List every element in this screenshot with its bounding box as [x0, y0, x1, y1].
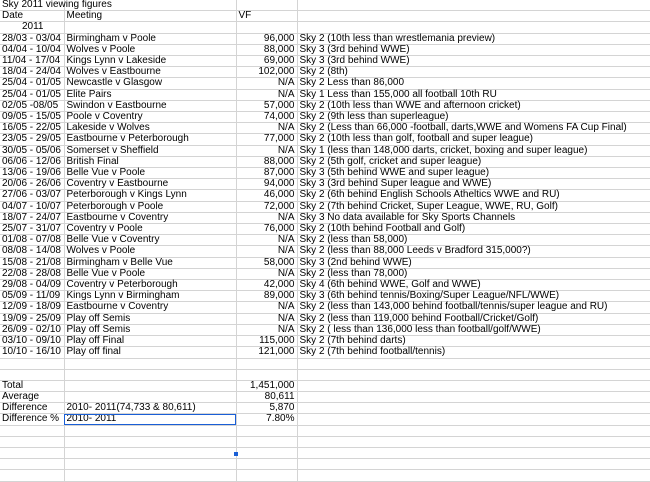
- cell-d[interactable]: [297, 22, 650, 33]
- cell-c[interactable]: 80,611: [236, 392, 297, 403]
- cell-b[interactable]: Wolves v Eastbourne: [64, 67, 236, 78]
- cell-c[interactable]: 74,000: [236, 112, 297, 123]
- cell-a[interactable]: 23/05 - 29/05: [0, 134, 64, 145]
- cell-a[interactable]: [0, 358, 64, 369]
- cell-b[interactable]: Wolves v Poole: [64, 44, 236, 55]
- cell-d[interactable]: Sky 2 (7th behind Cricket, Super League, WWE, RU, Golf): [297, 201, 650, 212]
- cell-a[interactable]: Date: [0, 11, 64, 22]
- sheet-row: [0, 403, 650, 414]
- sheet-row: [0, 380, 650, 391]
- cell-c[interactable]: [236, 459, 297, 470]
- cell-b[interactable]: Play off Semis: [64, 313, 236, 324]
- cell-b[interactable]: Play off Final: [64, 336, 236, 347]
- cell-b[interactable]: Birmingham v Belle Vue: [64, 257, 236, 268]
- cell-a[interactable]: 20/06 - 26/06: [0, 179, 64, 190]
- cell-a[interactable]: [0, 425, 64, 436]
- cell-c[interactable]: 89,000: [236, 291, 297, 302]
- sheet-row: [0, 11, 650, 22]
- sheet-row: [0, 235, 650, 246]
- cell-b[interactable]: Eastbourne v Peterborough: [64, 134, 236, 145]
- cell-d[interactable]: [297, 414, 650, 425]
- cell-d[interactable]: Sky 2 (less than 88,000 Leeds v Bradford 315,000?): [297, 246, 650, 257]
- cell-c[interactable]: N/A: [236, 89, 297, 100]
- cell-a[interactable]: 05/09 - 11/09: [0, 291, 64, 302]
- cell-b[interactable]: Swindon v Eastbourne: [64, 100, 236, 111]
- cell-b[interactable]: [64, 448, 236, 459]
- sheet-row: [0, 212, 650, 223]
- cell-d[interactable]: Sky 2 (6th behind English Schools Atheltics WWE and RU): [297, 190, 650, 201]
- cell-d[interactable]: Sky 2 (less than 58,000): [297, 235, 650, 246]
- cell-c[interactable]: [236, 470, 297, 481]
- cell-c[interactable]: N/A: [236, 235, 297, 246]
- cell-b[interactable]: 2010- 2011: [64, 414, 236, 425]
- sheet-row: [0, 100, 650, 111]
- sheet-row: [0, 324, 650, 335]
- cell-a[interactable]: 2011: [0, 22, 64, 33]
- cell-a[interactable]: 15/08 - 21/08: [0, 257, 64, 268]
- cell-d[interactable]: Sky 3 (2nd behind WWE): [297, 257, 650, 268]
- sheet-row: [0, 156, 650, 167]
- cell-c[interactable]: 72,000: [236, 201, 297, 212]
- cell-c[interactable]: [236, 358, 297, 369]
- cell-d[interactable]: [297, 470, 650, 481]
- cell-a[interactable]: 29/08 - 04/09: [0, 280, 64, 291]
- cell-d[interactable]: Sky 2 (8th): [297, 67, 650, 78]
- cell-b[interactable]: Play off Semis: [64, 324, 236, 335]
- sheet-row: [0, 246, 650, 257]
- sheet-row: [0, 347, 650, 358]
- cell-b[interactable]: Peterborough v Poole: [64, 201, 236, 212]
- cell-d[interactable]: Sky 4 (6th behind WWE, Golf and WWE): [297, 280, 650, 291]
- sheet-row: [0, 425, 650, 436]
- cell-c[interactable]: N/A: [236, 123, 297, 134]
- cell-d[interactable]: Sky 2 (Less than 66,000 -football, darts,WWE and Womens FA Cup Final): [297, 123, 650, 134]
- cell-d[interactable]: Sky 2 (less than 143,000 behind football/tennis/super league and RU): [297, 302, 650, 313]
- cell-d[interactable]: [297, 380, 650, 391]
- sheet-row: [0, 190, 650, 201]
- cell-b[interactable]: Kings Lynn v Birmingham: [64, 291, 236, 302]
- sheet-row: [0, 179, 650, 190]
- cell-d[interactable]: Sky 2 (9th less than superleague): [297, 112, 650, 123]
- sheet-row: [0, 257, 650, 268]
- sheet-row: [0, 134, 650, 145]
- cell-d[interactable]: Sky 3 No data available for Sky Sports Channels: [297, 212, 650, 223]
- cell-b[interactable]: [64, 369, 236, 380]
- sheet-row: [0, 56, 650, 67]
- cell-a[interactable]: 10/10 - 16/10: [0, 347, 64, 358]
- cell-d[interactable]: Sky 2 (less than 119,000 behind Football/Cricket/Golf): [297, 313, 650, 324]
- cell-c[interactable]: 1,451,000: [236, 380, 297, 391]
- cell-c[interactable]: 76,000: [236, 224, 297, 235]
- cell-a[interactable]: 03/10 - 09/10: [0, 336, 64, 347]
- sheet-row: [0, 89, 650, 100]
- cell-c[interactable]: 94,000: [236, 179, 297, 190]
- cell-a[interactable]: 04/07 - 10/07: [0, 201, 64, 212]
- cell-d[interactable]: [297, 0, 650, 11]
- cell-d[interactable]: [297, 425, 650, 436]
- cell-a[interactable]: 18/04 - 24/04: [0, 67, 64, 78]
- cell-b[interactable]: Birmingham v Poole: [64, 33, 236, 44]
- cell-c[interactable]: [236, 436, 297, 447]
- cell-d[interactable]: Sky 3 (3rd behind WWE): [297, 56, 650, 67]
- cell-b[interactable]: Kings Lynn v Lakeside: [64, 56, 236, 67]
- cell-a[interactable]: 25/07 - 31/07: [0, 224, 64, 235]
- cell-d[interactable]: [297, 436, 650, 447]
- sheet-row: [0, 268, 650, 279]
- cell-b[interactable]: Elite Pairs: [64, 89, 236, 100]
- cell-c[interactable]: 96,000: [236, 33, 297, 44]
- cell-c[interactable]: [236, 369, 297, 380]
- cell-a[interactable]: 28/03 - 03/04: [0, 33, 64, 44]
- fill-handle[interactable]: [234, 452, 238, 456]
- sheet-row: [0, 470, 650, 481]
- cell-c[interactable]: 115,000: [236, 336, 297, 347]
- cell-a[interactable]: [0, 448, 64, 459]
- cell-d[interactable]: Sky 2 (less than 78,000): [297, 268, 650, 279]
- cell-b[interactable]: Belle Vue v Poole: [64, 268, 236, 279]
- cell-b[interactable]: Peterborough v Kings Lynn: [64, 190, 236, 201]
- sheet-row: [0, 414, 650, 425]
- sheet-row: [0, 33, 650, 44]
- cell-a[interactable]: 26/09 - 02/10: [0, 324, 64, 335]
- cell-c[interactable]: N/A: [236, 246, 297, 257]
- cell-a[interactable]: 09/05 - 15/05: [0, 112, 64, 123]
- cell-d[interactable]: [297, 358, 650, 369]
- cell-a[interactable]: [0, 436, 64, 447]
- sheet-row: [0, 0, 650, 11]
- cell-b[interactable]: British Final: [64, 156, 236, 167]
- cell-d[interactable]: [297, 392, 650, 403]
- cell-a[interactable]: 16/05 - 22/05: [0, 123, 64, 134]
- cell-b[interactable]: Play off final: [64, 347, 236, 358]
- sheet-row: [0, 392, 650, 403]
- cell-c[interactable]: [236, 22, 297, 33]
- cell-c[interactable]: 102,000: [236, 67, 297, 78]
- cell-a[interactable]: Sky 2011 viewing figures: [2, 0, 112, 10]
- cell-b[interactable]: [64, 425, 236, 436]
- cell-d[interactable]: Sky 3 (5th behind WWE and super league): [297, 168, 650, 179]
- cell-d[interactable]: [297, 448, 650, 459]
- sheet-row: [0, 291, 650, 302]
- cell-d[interactable]: [297, 403, 650, 414]
- cell-b[interactable]: [64, 392, 236, 403]
- cell-b[interactable]: Poole v Coventry: [64, 112, 236, 123]
- cell-a[interactable]: Difference: [0, 403, 64, 414]
- cell-a[interactable]: 11/04 - 17/04: [0, 56, 64, 67]
- sheet-row: [0, 201, 650, 212]
- cell-c[interactable]: N/A: [236, 313, 297, 324]
- cell-d[interactable]: Sky 3 (6th behind tennis/Boxing/Super League/NFL/WWE): [297, 291, 650, 302]
- cell-a[interactable]: [0, 470, 64, 481]
- cell-d[interactable]: Sky 2 (5th golf, cricket and super league): [297, 156, 650, 167]
- cell-c[interactable]: [236, 448, 297, 459]
- cell-c[interactable]: 121,000: [236, 347, 297, 358]
- cell-c[interactable]: N/A: [236, 324, 297, 335]
- cell-a[interactable]: 25/04 - 01/05: [0, 78, 64, 89]
- cell-c[interactable]: N/A: [236, 78, 297, 89]
- sheet-row: [0, 22, 650, 33]
- cell-b[interactable]: Coventry v Eastbourne: [64, 179, 236, 190]
- cell-a[interactable]: 12/09 - 18/09: [0, 302, 64, 313]
- cell-c[interactable]: 5,870: [236, 403, 297, 414]
- cell-a[interactable]: [0, 369, 64, 380]
- cell-b[interactable]: 2010- 2011(74,733 & 80,611): [64, 403, 236, 414]
- cell-d[interactable]: Sky 2 ( less than 136,000 less than football/golf/WWE): [297, 324, 650, 335]
- cell-b[interactable]: [64, 380, 236, 391]
- cell-b[interactable]: Belle Vue v Poole: [64, 168, 236, 179]
- cell-c[interactable]: 7.80%: [236, 414, 297, 425]
- sheet-row: [0, 67, 650, 78]
- cell-b[interactable]: Belle Vue v Coventry: [64, 235, 236, 246]
- cell-c[interactable]: 46,000: [236, 190, 297, 201]
- sheet-row: [0, 78, 650, 89]
- sheet-row: [0, 112, 650, 123]
- cell-c[interactable]: 77,000: [236, 134, 297, 145]
- cell-b[interactable]: Wolves v Poole: [64, 246, 236, 257]
- cell-a[interactable]: Total: [0, 380, 64, 391]
- cell-a[interactable]: [0, 459, 64, 470]
- cell-a[interactable]: Difference %: [0, 414, 64, 425]
- cell-b[interactable]: [64, 22, 236, 33]
- cell-d[interactable]: Sky 1 (less than 148,000 darts, cricket, boxing and super league): [297, 145, 650, 156]
- cell-b[interactable]: Coventry v Peterborough: [64, 280, 236, 291]
- cell-d[interactable]: Sky 3 (3rd behind Super league and WWE): [297, 179, 650, 190]
- cell-b[interactable]: Lakeside v Wolves: [64, 123, 236, 134]
- cell-d[interactable]: [297, 459, 650, 470]
- cell-c[interactable]: 88,000: [236, 44, 297, 55]
- cell-c[interactable]: N/A: [236, 212, 297, 223]
- cell-a[interactable]: 30/05 - 05/06: [0, 145, 64, 156]
- sheet-row: [0, 302, 650, 313]
- sheet-row: [0, 448, 650, 459]
- sheet-row: [0, 224, 650, 235]
- cell-a[interactable]: 01/08 - 07/08: [0, 235, 64, 246]
- sheet-row: [0, 123, 650, 134]
- sheet-row: [0, 436, 650, 447]
- cell-d[interactable]: Sky 2 (10th less than golf, football and super league): [297, 134, 650, 145]
- cell-c[interactable]: N/A: [236, 145, 297, 156]
- sheet-row: [0, 280, 650, 291]
- sheet-row: [0, 358, 650, 369]
- sheet-row: [0, 336, 650, 347]
- cell-a[interactable]: 08/08 - 14/08: [0, 246, 64, 257]
- cell-d[interactable]: Sky 2 (7th behind darts): [297, 336, 650, 347]
- sheet-row: [0, 44, 650, 55]
- cell-a[interactable]: 25/04 - 01/05: [0, 89, 64, 100]
- cell-d[interactable]: Sky 2 (10th less than wrestlemania preview): [297, 33, 650, 44]
- sheet-row: [0, 168, 650, 179]
- cell-d[interactable]: Sky 3 (3rd behind WWE): [297, 44, 650, 55]
- cell-b[interactable]: Newcastle v Glasgow: [64, 78, 236, 89]
- cell-b[interactable]: [64, 459, 236, 470]
- cell-a[interactable]: 19/09 - 25/09: [0, 313, 64, 324]
- cell-d[interactable]: Sky 2 (10th behind Football and Golf): [297, 224, 650, 235]
- cell-d[interactable]: Sky 1 Less than 155,000 all football 10th RU: [297, 89, 650, 100]
- cell-c[interactable]: 42,000: [236, 280, 297, 291]
- cell-b[interactable]: Coventry v Poole: [64, 224, 236, 235]
- cell-c[interactable]: N/A: [236, 268, 297, 279]
- sheet-row: [0, 313, 650, 324]
- cell-c[interactable]: N/A: [236, 302, 297, 313]
- cell-d[interactable]: [297, 11, 650, 22]
- cell-d[interactable]: Sky 2 (10th less than WWE and afternoon cricket): [297, 100, 650, 111]
- cell-d[interactable]: Sky 2 Less than 86,000: [297, 78, 650, 89]
- cell-b[interactable]: Eastbourne v Coventry: [64, 212, 236, 223]
- cell-b[interactable]: [64, 470, 236, 481]
- cell-d[interactable]: [297, 369, 650, 380]
- cell-b[interactable]: [64, 358, 236, 369]
- cell-a[interactable]: 22/08 - 28/08: [0, 268, 64, 279]
- cell-a[interactable]: 18/07 - 24/07: [0, 212, 64, 223]
- sheet-row: [0, 145, 650, 156]
- sheet-row: [0, 459, 650, 470]
- sheet-row: [0, 369, 650, 380]
- cell-d[interactable]: Sky 2 (7th behind football/tennis): [297, 347, 650, 358]
- cell-c[interactable]: VF: [236, 11, 297, 22]
- cell-c[interactable]: [236, 425, 297, 436]
- cell-a[interactable]: 06/06 - 12/06: [0, 156, 64, 167]
- cell-a[interactable]: 02/05 -08/05: [0, 100, 64, 111]
- cell-b[interactable]: Meeting: [64, 11, 236, 22]
- cell-a[interactable]: 04/04 - 10/04: [0, 44, 64, 55]
- cell-b[interactable]: [64, 436, 236, 447]
- cell-c[interactable]: 88,000: [236, 156, 297, 167]
- cell-c[interactable]: 58,000: [236, 257, 297, 268]
- cell-a[interactable]: Average: [0, 392, 64, 403]
- cell-a[interactable]: 13/06 - 19/06: [0, 168, 64, 179]
- cell-c[interactable]: 69,000: [236, 56, 297, 67]
- cell-c[interactable]: 87,000: [236, 168, 297, 179]
- cell-c[interactable]: [236, 0, 297, 11]
- cell-a[interactable]: 27/06 - 03/07: [0, 190, 64, 201]
- cell-b[interactable]: Somerset v Sheffield: [64, 145, 236, 156]
- cell-b[interactable]: Eastbourne v Coventry: [64, 302, 236, 313]
- cell-c[interactable]: 57,000: [236, 100, 297, 111]
